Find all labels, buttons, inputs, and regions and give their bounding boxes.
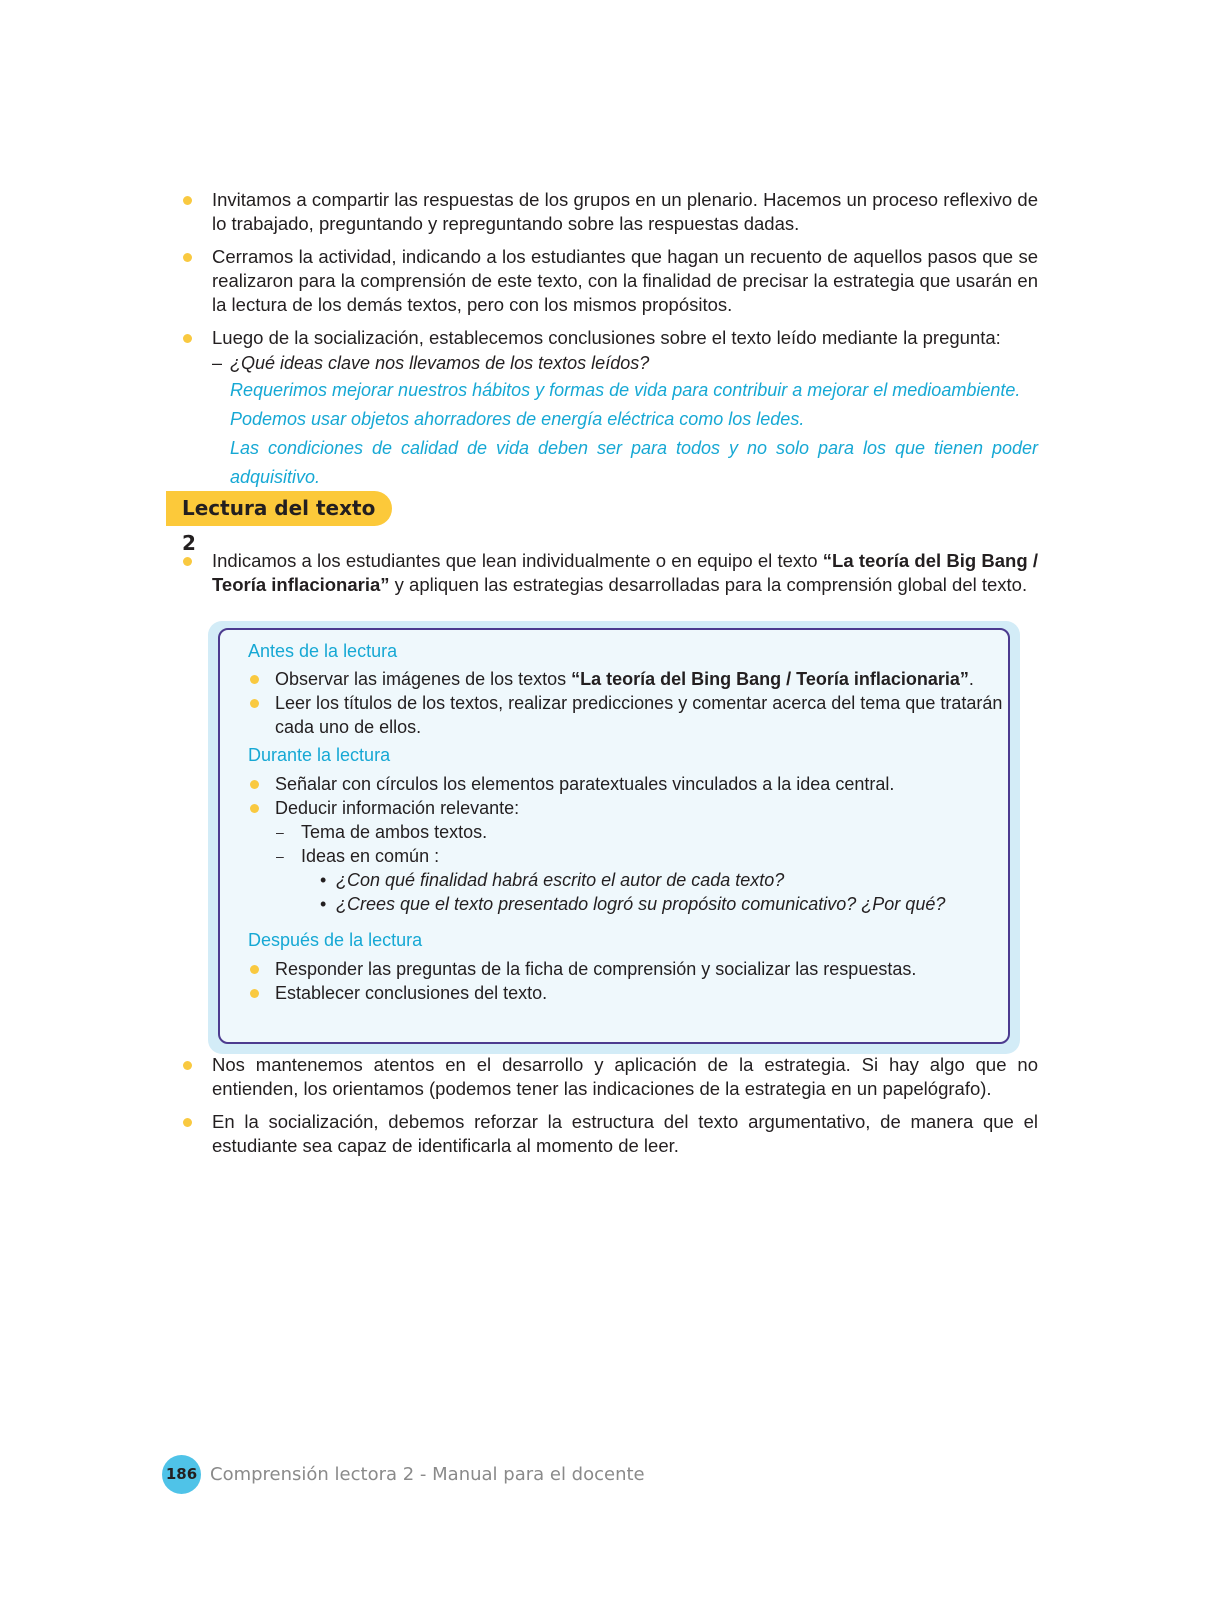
instruction-text-bold: “La teoría del Big Bang / Teoría inflacionaria” [212, 550, 1038, 595]
item-text: Establecer conclusiones del texto. [275, 983, 548, 1003]
antes-heading: Antes de la lectura [248, 641, 398, 661]
despues-heading: Después de la lectura [248, 930, 423, 950]
closing-bullet-list [180, 1053, 1038, 1167]
conclusion-answer: Las condiciones de calidad de vida deben ser para todos y no solo para los que tienen poder adquisitivo. [230, 438, 1038, 487]
despues-list [248, 957, 1008, 1005]
bullet-dot-icon [250, 780, 259, 789]
bullet-dot-icon [183, 334, 192, 343]
bullet-dot-icon [250, 989, 259, 998]
conclusion-answer: Podemos usar objetos ahorradores de energía eléctrica como los ledes. [230, 409, 805, 429]
antes-list [248, 667, 1008, 739]
sub-list-item [248, 844, 1008, 868]
conclusion-answer: Requerimos mejorar nuestros hábitos y formas de vida para contribuir a mejorar el medioambiente. [230, 380, 1021, 400]
item-text: Responder las preguntas de la ficha de comprensión y socializar las respuestas. [275, 959, 917, 979]
question-text: ¿Crees que el texto presentado logró su propósito comunicativo? ¿Por qué? [336, 894, 946, 914]
bullet-text: En la socialización, debemos reforzar la estructura del texto argumentativo, de manera que el estudiante sea capaz de identificarla al momento de leer. [212, 1111, 1038, 1156]
bullet-dot-icon [250, 804, 259, 813]
question-text: ¿Qué ideas clave nos llevamos de los textos leídos? [230, 353, 650, 373]
item-text: Deducir información relevante: [275, 798, 520, 818]
question-item [248, 892, 1008, 916]
bullet-dot-icon [183, 1061, 192, 1070]
list-item [180, 245, 1038, 317]
dash-icon: – [276, 848, 284, 864]
small-bullet-icon: • [320, 894, 327, 914]
page-number-badge: 186 [162, 1455, 201, 1494]
list-item [180, 549, 1038, 597]
section-heading: Lectura del texto 2 [166, 491, 392, 526]
bullet-dot-icon [183, 557, 192, 566]
bullet-text: Invitamos a compartir las respuestas de los grupos en un plenario. Hacemos un proceso reflexivo de lo trabajado, preguntando y repreguntando sobre las respuestas dadas. [212, 189, 1038, 234]
bullet-dot-icon [183, 1118, 192, 1127]
reading-instruction-list [180, 549, 1038, 606]
list-item [248, 957, 1008, 981]
bullet-dot-icon [183, 196, 192, 205]
bullet-dot-icon [183, 253, 192, 262]
list-item [180, 1053, 1038, 1101]
intro-bullet-list [180, 188, 1038, 492]
instruction-text-end: y apliquen las estrategias desarrolladas para la comprensión global del texto. [389, 574, 1028, 595]
bullet-text: Nos mantenemos atentos en el desarrollo y aplicación de la estrategia. Si hay algo que no entienden, los orientamos (podemos tener las indicaciones de la estrategia en un papelógrafo). [212, 1054, 1038, 1099]
bullet-dot-icon [250, 965, 259, 974]
bullet-text: Luego de la socialización, establecemos conclusiones sobre el texto leído mediante la pregunta: [212, 327, 1001, 348]
small-bullet-icon: • [320, 870, 327, 890]
item-text: Leer los títulos de los textos, realizar predicciones y comentar acerca del tema que tratarán cada uno de ellos. [275, 693, 1003, 737]
question-item [248, 868, 1008, 892]
list-item [248, 796, 1008, 820]
item-text: Observar las imágenes de los textos [275, 669, 572, 689]
durante-heading: Durante la lectura [248, 745, 391, 765]
list-item [248, 691, 1008, 739]
sub-list-item [248, 820, 1008, 844]
footer-book-title: Comprensión lectora 2 - Manual para el docente [210, 1464, 645, 1485]
list-item [248, 667, 1008, 691]
list-item [248, 772, 1008, 796]
durante-list [248, 772, 1008, 916]
sub-item-text: Ideas en común : [301, 846, 440, 866]
dash-icon: – [276, 824, 284, 840]
conclusion-question [212, 350, 1038, 376]
question-text: ¿Con qué finalidad habrá escrito el autor de cada texto? [336, 870, 785, 890]
item-text-end: . [968, 669, 974, 689]
bullet-text: Cerramos la actividad, indicando a los estudiantes que hagan un recuento de aquellos pasos que se realizaron para la comprensión de este texto, con la finalidad de precisar la estrategia que usarán en la lectura de los demás textos, pero con los mismos propósitos. [212, 246, 1038, 315]
bullet-dot-icon [250, 675, 259, 684]
item-text-bold: “La teoría del Bing Bang / Teoría inflacionaria” [571, 669, 969, 689]
list-item [180, 1110, 1038, 1158]
bullet-dot-icon [250, 699, 259, 708]
conclusion-block [212, 350, 1038, 492]
list-item [180, 326, 1038, 492]
item-text: Señalar con círculos los elementos paratextuales vinculados a la idea central. [275, 774, 895, 794]
list-item [180, 188, 1038, 236]
dash-icon: – [212, 353, 223, 373]
list-item [248, 981, 1008, 1005]
instruction-text-start: Indicamos a los estudiantes que lean individualmente o en equipo el texto [212, 550, 823, 571]
sub-item-text: Tema de ambos textos. [301, 822, 488, 842]
